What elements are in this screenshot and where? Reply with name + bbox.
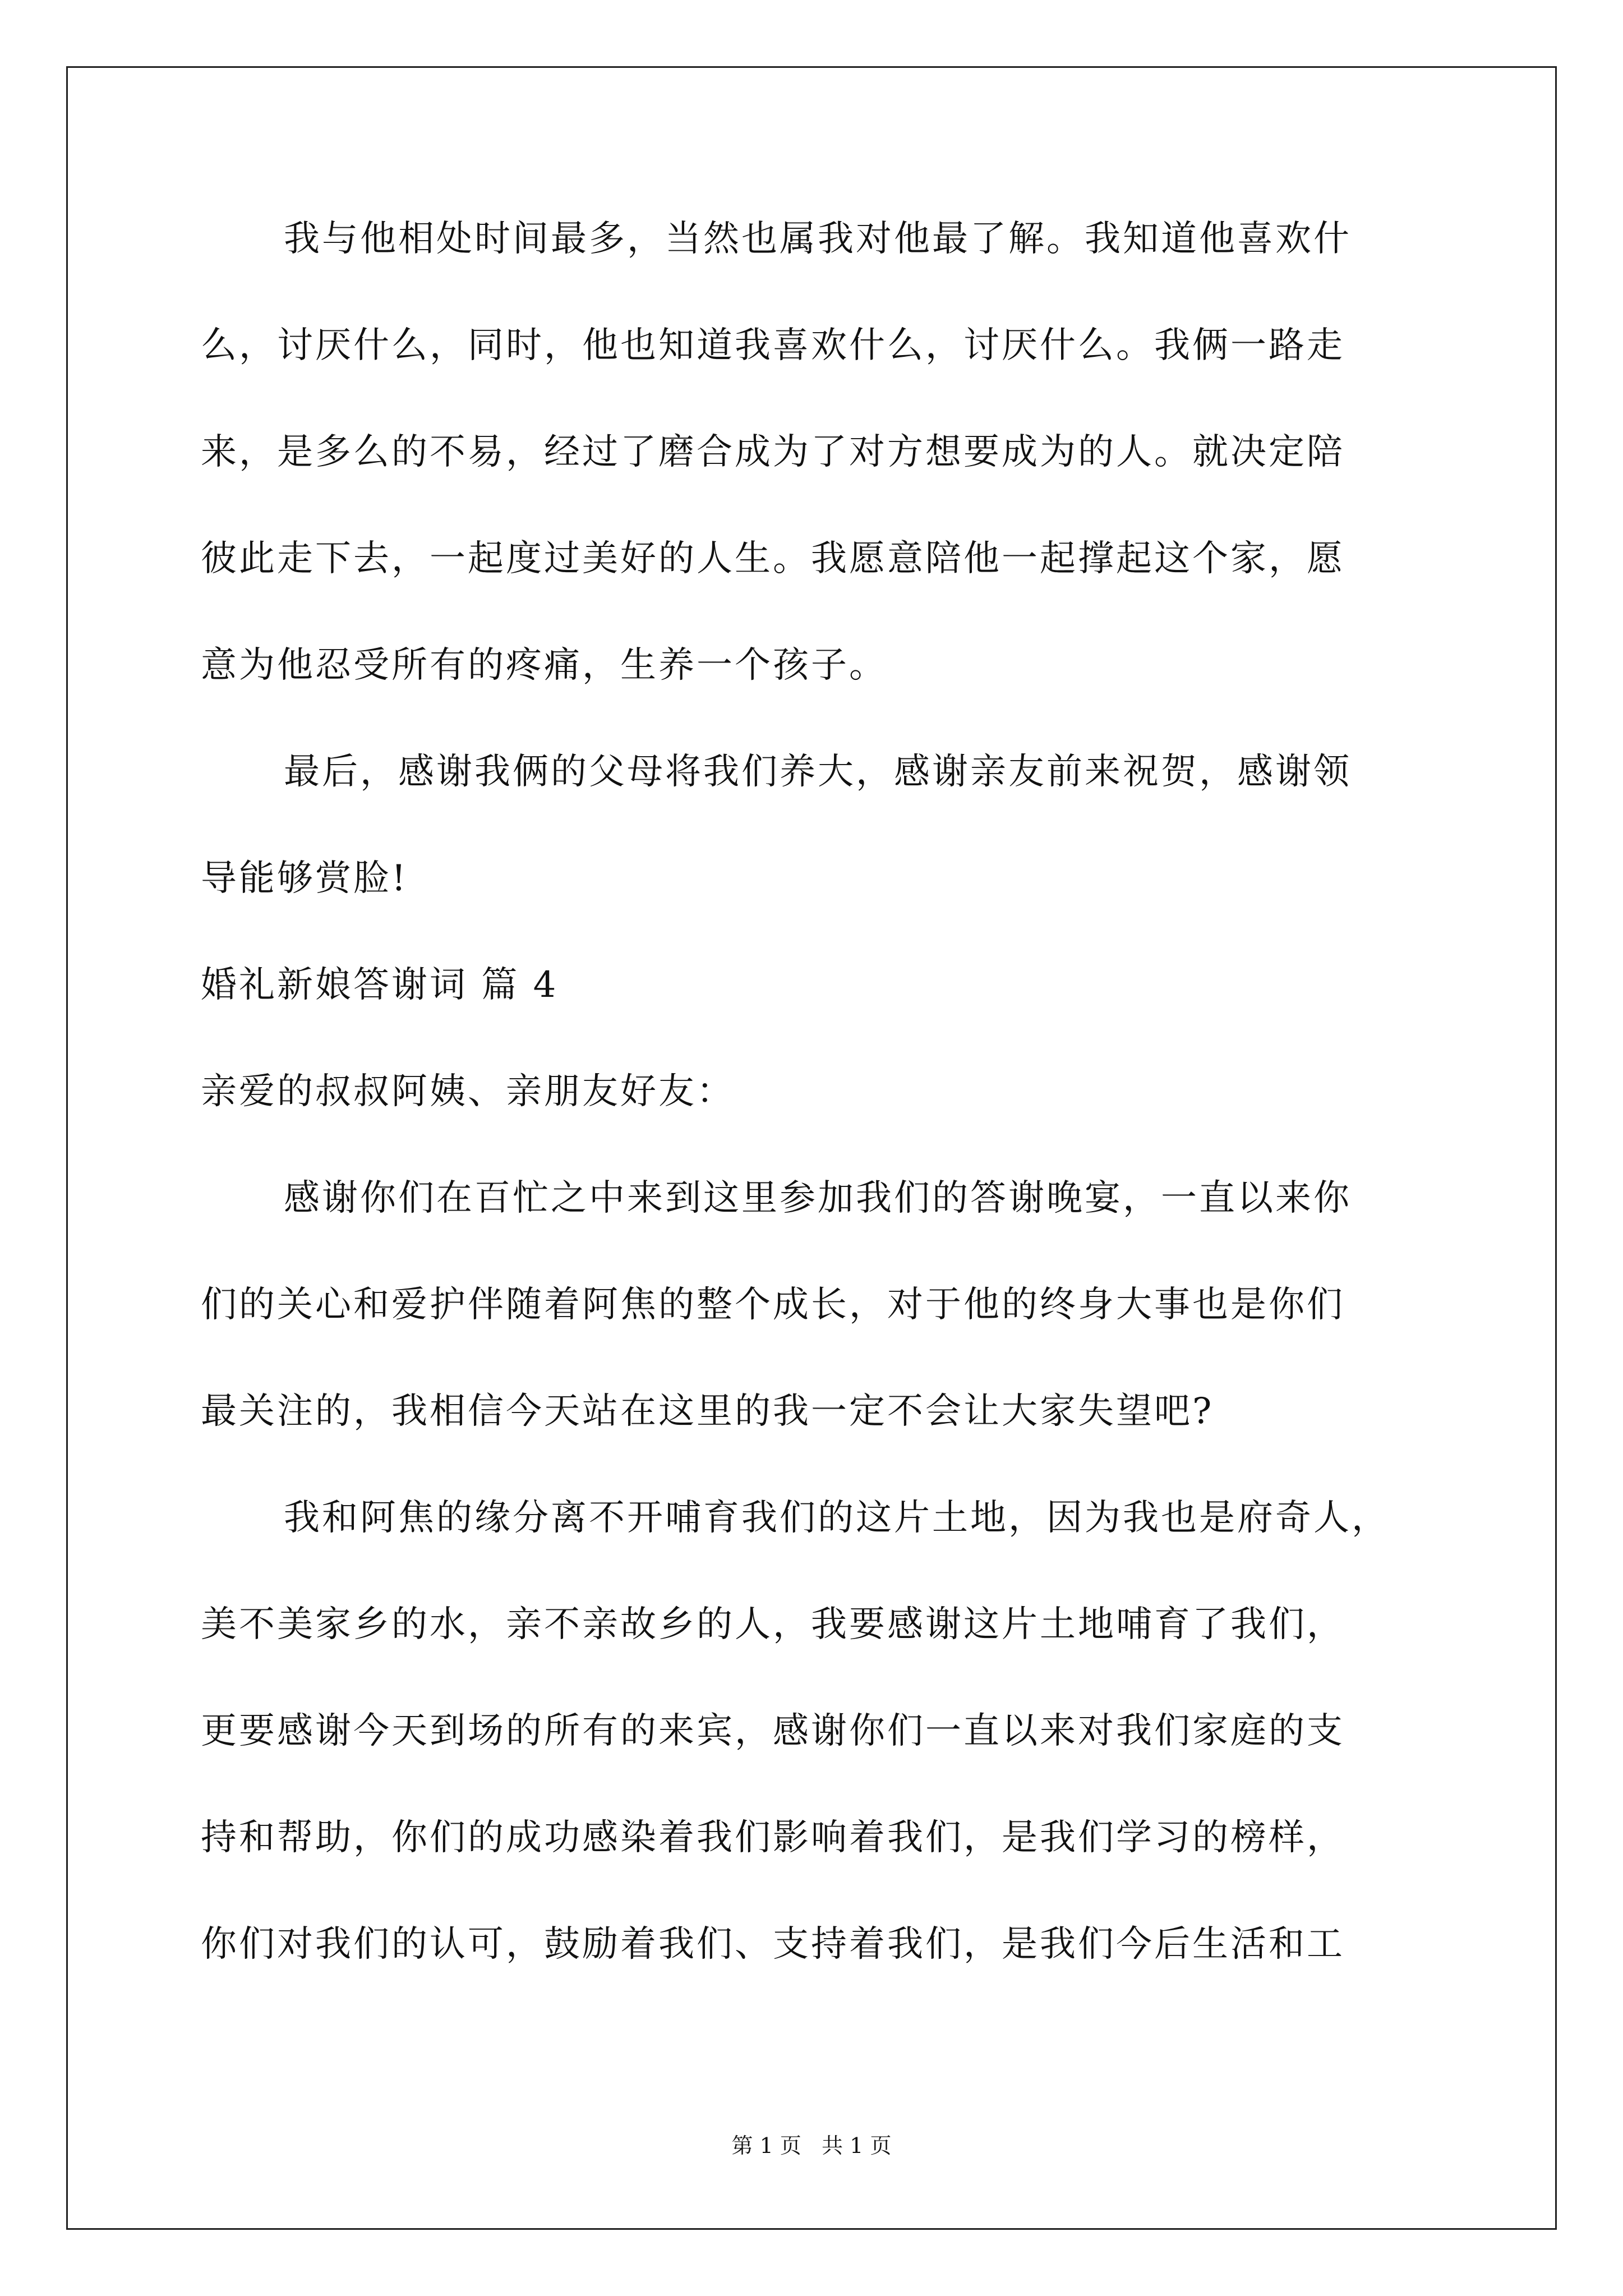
paragraph-line: 感谢你们在百忙之中来到这里参加我们的答谢晚宴，一直以来你 xyxy=(284,1177,1352,1219)
paragraph-line: 最后，感谢我俩的父母将我们养大，感谢亲友前来祝贺，感谢领 xyxy=(284,751,1352,793)
paragraph-line: 美不美家乡的水，亲不亲故乡的人，我要感谢这片土地哺育了我们， xyxy=(201,1604,1345,1645)
paragraph-line: 们的关心和爱护伴随着阿焦的整个成长，对于他的终身大事也是你们 xyxy=(201,1284,1345,1326)
paragraph-line: 意为他忍受所有的疼痛，生养一个孩子。 xyxy=(201,645,887,686)
page-footer: 第 1 页 共 1 页 xyxy=(731,2133,892,2158)
paragraph-line: 么，讨厌什么，同时，他也知道我喜欢什么，讨厌什么。我俩一路走 xyxy=(201,325,1345,366)
paragraph-line: 我和阿焦的缘分离不开哺育我们的这片土地，因为我也是府奇人， xyxy=(284,1497,1390,1539)
paragraph-line: 更要感谢今天到场的所有的来宾，感谢你们一直以来对我们家庭的支 xyxy=(201,1710,1345,1752)
paragraph-line: 来，是多么的不易，经过了磨合成为了对方想要成为的人。就决定陪 xyxy=(201,431,1345,473)
section-heading: 婚礼新娘答谢词 篇 4 xyxy=(201,964,559,1006)
paragraph-line: 你们对我们的认可，鼓励着我们、支持着我们，是我们今后生活和工 xyxy=(201,1924,1345,1965)
paragraph-line: 彼此走下去，一起度过美好的人生。我愿意陪他一起撑起这个家，愿 xyxy=(201,538,1345,579)
document-body xyxy=(201,211,1451,2023)
paragraph-line: 最关注的，我相信今天站在这里的我一定不会让大家失望吧? xyxy=(201,1391,1214,1432)
paragraph-line: 持和帮助，你们的成功感染着我们影响着我们，是我们学习的榜样， xyxy=(201,1817,1345,1858)
paragraph-line: 导能够赏脸! xyxy=(201,858,408,899)
salutation: 亲爱的叔叔阿姨、亲朋友好友： xyxy=(201,1071,735,1112)
paragraph-line: 我与他相处时间最多，当然也属我对他最了解。我知道他喜欢什 xyxy=(284,218,1352,260)
